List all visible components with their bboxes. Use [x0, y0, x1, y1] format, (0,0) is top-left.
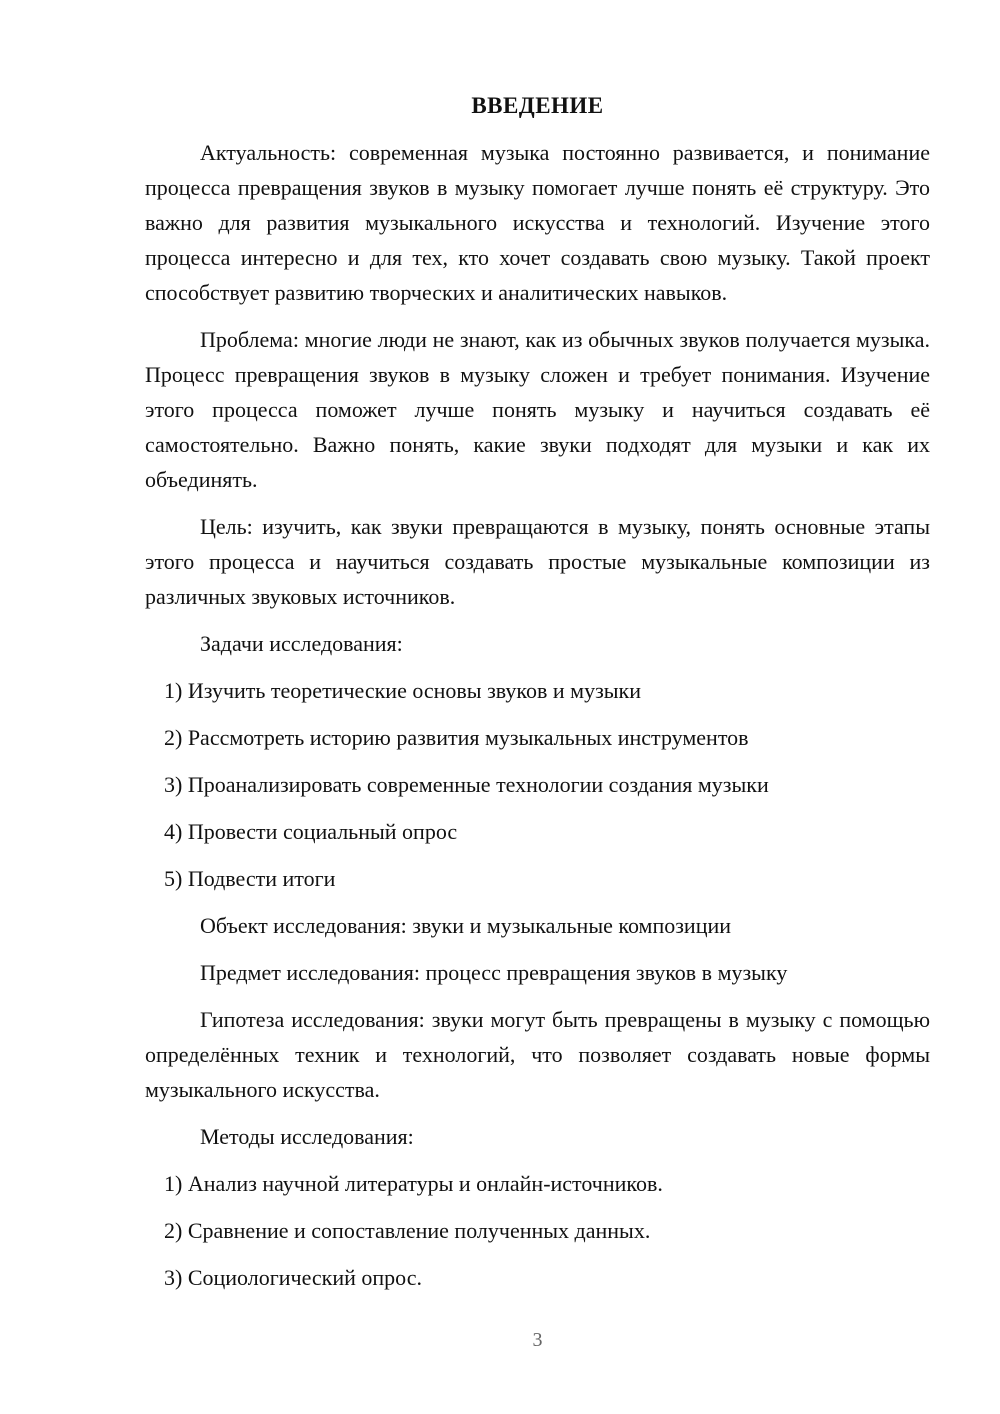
methods-heading: Методы исследования:	[200, 1124, 414, 1149]
task-item-2: 2) Рассмотреть историю развития музыкальных инструментов	[164, 725, 749, 750]
page-title: ВВЕДЕНИЕ	[471, 93, 604, 118]
paragraph-actuality: Актуальность: современная музыка постоянно развивается, и понимание процесса превращения звуков в музыку помогает лучше понять её структуру. Это важно для развития музыкального искусства и технологий. Изучение этого процесса интересно и для тех, кто хочет создавать свою музыку. Такой проект способствует развитию творческих и аналитических навыков.	[145, 140, 930, 305]
method-item-3: 3) Социологический опрос.	[164, 1265, 422, 1290]
page-number: 3	[532, 1329, 543, 1351]
method-item-1: 1) Анализ научной литературы и онлайн-источников.	[164, 1171, 663, 1196]
tasks-heading: Задачи исследования:	[200, 631, 403, 656]
paragraph-goal: Цель: изучить, как звуки превращаются в музыку, понять основные этапы этого процесса и научиться создавать простые музыкальные композиции из различных звуковых источников.	[145, 514, 930, 609]
text-block	[145, 0, 930, 1295]
paragraph-problem: Проблема: многие люди не знают, как из обычных звуков получается музыка. Процесс превращения звуков в музыку сложен и требует понимания. Изучение этого процесса поможет лучше понять музыку и научиться создавать её самостоятельно. Важно понять, какие звуки подходят для музыки и как их объединять.	[145, 327, 930, 492]
task-item-5: 5) Подвести итоги	[164, 866, 336, 891]
paragraph-object: Объект исследования: звуки и музыкальные композиции	[200, 913, 732, 938]
method-item-2: 2) Сравнение и сопоставление полученных данных.	[164, 1218, 651, 1243]
paragraph-hypothesis: Гипотеза исследования: звуки могут быть превращены в музыку с помощью определённых техник и технологий, что позволяет создавать новые формы музыкального искусства.	[145, 1007, 930, 1102]
task-item-3: 3) Проанализировать современные технологии создания музыки	[164, 772, 769, 797]
task-item-4: 4) Провести социальный опрос	[164, 819, 458, 844]
task-item-1: 1) Изучить теоретические основы звуков и музыки	[164, 678, 641, 703]
paragraph-subject: Предмет исследования: процесс превращения звуков в музыку	[200, 960, 788, 985]
